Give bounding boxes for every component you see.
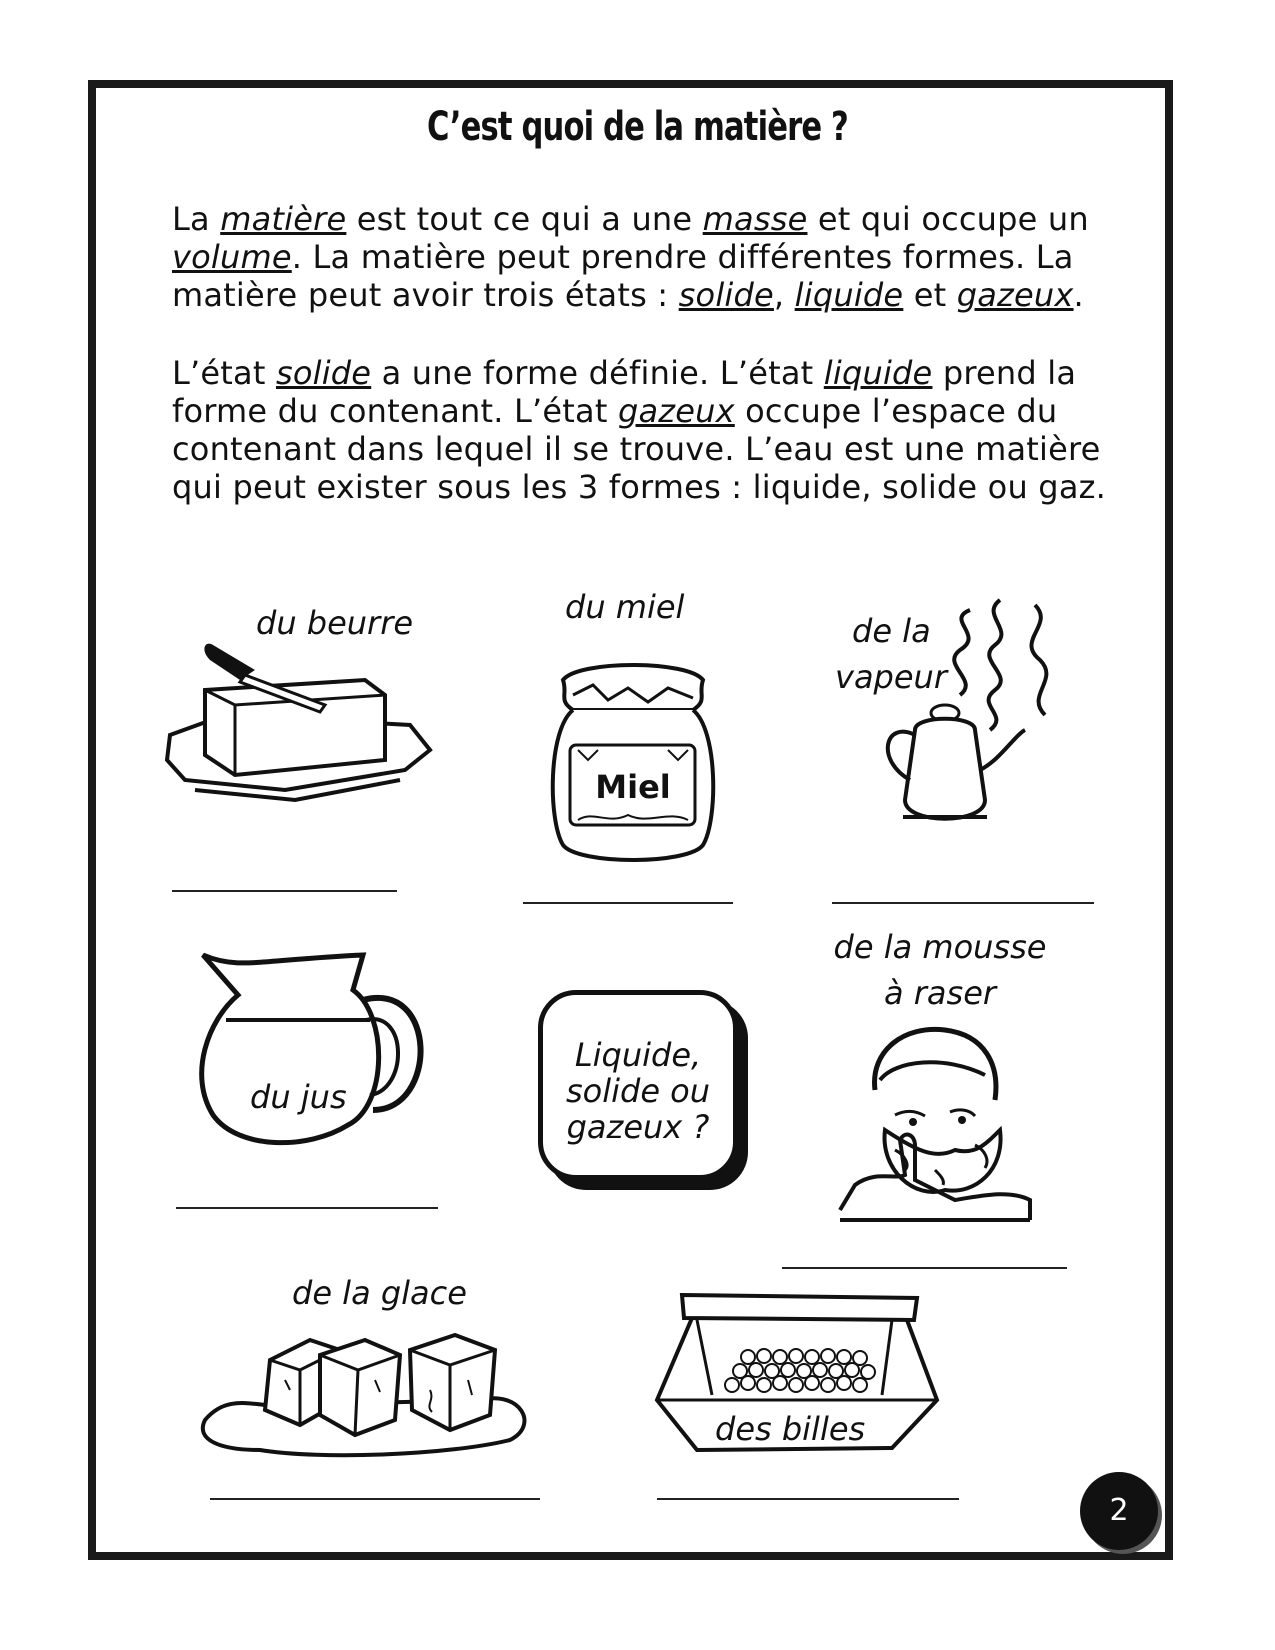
question-bubble [538, 990, 738, 1180]
foam-label-line1: de la mousse [833, 928, 1047, 966]
keyword-liquide-2: liquide [823, 354, 933, 392]
honey-jar-illustration [548, 650, 718, 870]
butter-label: du beurre [256, 604, 414, 642]
ice-label: de la glace [292, 1274, 467, 1312]
keyword-solide-2: solide [275, 354, 372, 392]
answer-blank-foam[interactable] [782, 1267, 1067, 1269]
answer-blank-butter[interactable] [172, 890, 397, 892]
ice-cubes-illustration [200, 1320, 540, 1460]
intro-paragraph: La matière est tout ce qui a une masse et qui occupe un volume. La matière peut prendre différentes formes. La matière peut avoir trois états : solide, liquide et gazeux. [172, 200, 1089, 314]
page-title: C’est quoi de la matière ? [427, 104, 848, 150]
answer-blank-ice[interactable] [210, 1498, 540, 1500]
answer-blank-honey[interactable] [523, 902, 733, 904]
butter-illustration [165, 640, 435, 830]
question-line-2: solide ou [565, 1072, 711, 1110]
keyword-volume: volume [172, 238, 292, 276]
foam-label-line2: à raser [883, 974, 997, 1012]
answer-blank-marbles[interactable] [657, 1498, 959, 1500]
keyword-gazeux: gazeux [956, 276, 1074, 314]
juice-label: du jus [250, 1078, 347, 1116]
honey-jar-label: Miel [595, 768, 671, 806]
steam-label-line2: vapeur [835, 658, 947, 696]
keyword-solide: solide [678, 276, 774, 314]
keyword-matiere: matière [220, 200, 347, 238]
answer-blank-juice[interactable] [176, 1207, 438, 1209]
question-line-3: gazeux ? [566, 1108, 710, 1146]
juice-pitcher-illustration [198, 950, 438, 1150]
shaving-man-illustration [835, 1020, 1035, 1220]
marbles-label: des billes [715, 1410, 866, 1448]
keyword-gazeux-2: gazeux [617, 392, 735, 430]
steam-kettle-illustration [875, 595, 1085, 845]
keyword-liquide: liquide [794, 276, 904, 314]
steam-label-line1: de la [852, 612, 931, 650]
page-number-badge: 2 [1080, 1472, 1158, 1550]
states-paragraph: L’état solide a une forme définie. L’état liquide prend la forme du contenant. L’état gazeux occupe l’espace du contenant dans lequel il se trouve. L’eau est une matière qui peut exister sous les 3 formes : liquide, solide ou gaz. [172, 354, 1106, 506]
honey-label: du miel [565, 588, 685, 626]
answer-blank-steam[interactable] [832, 902, 1094, 904]
question-line-1: Liquide, [574, 1036, 702, 1074]
keyword-masse: masse [702, 200, 808, 238]
